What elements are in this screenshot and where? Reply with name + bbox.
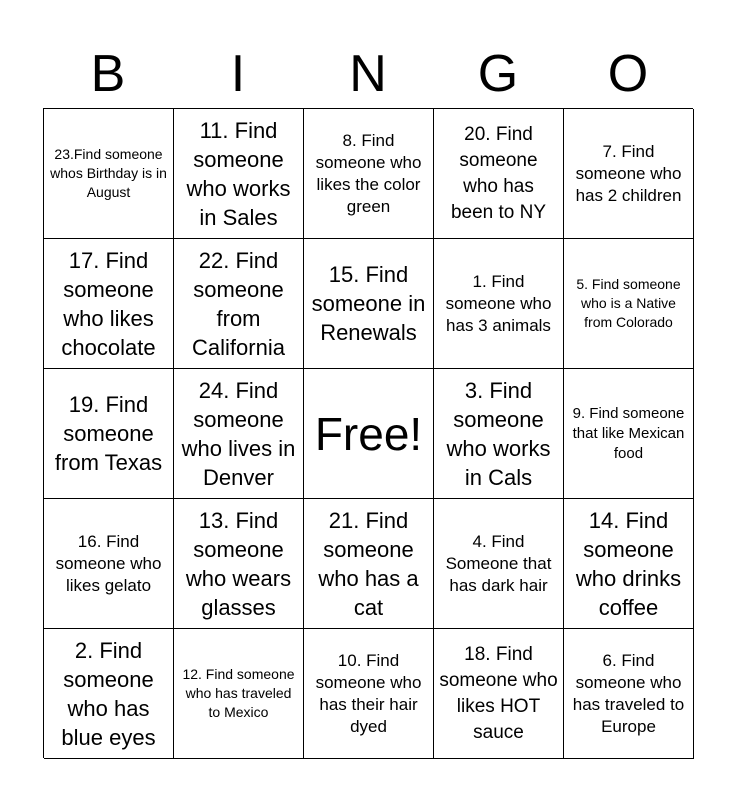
bingo-cell-r1-c5[interactable] [564,109,694,239]
bingo-cell-r1-c1[interactable] [44,109,174,239]
bingo-cell-text: 17. Find someone who likes chocolate [61,247,156,360]
bingo-cell-r4-c1[interactable] [44,499,174,629]
bingo-cell-r4-c3[interactable] [304,499,434,629]
bingo-cell-r5-c4[interactable] [434,629,564,759]
bingo-cell-r1-c4[interactable] [434,109,564,239]
bingo-cell-text: 8. Find someone who likes the color green [315,130,422,216]
bingo-cell-r5-c2[interactable] [174,629,304,759]
bingo-cell-text: 15. Find someone in Renewals [311,262,426,345]
bingo-cell-text: 1. Find someone who has 3 animals [445,271,552,335]
bingo-cell-text: 4. Find Someone that has dark hair [445,531,552,595]
bingo-cell-r3-c2[interactable] [174,369,304,499]
bingo-cell-r5-c5[interactable] [564,629,694,759]
bingo-cell-r2-c4[interactable] [434,239,564,369]
bingo-board [43,108,693,758]
bingo-cell-text: 14. Find someone who drinks coffee [575,507,682,620]
bingo-cell-text: 21. Find someone who has a cat [318,507,419,620]
bingo-cell-text: 9. Find someone that like Mexican food [572,404,685,462]
bingo-cell-text: 2. Find someone who has blue eyes [61,637,156,750]
bingo-cell-text: 5. Find someone who is a Native from Colorado [576,276,681,330]
bingo-cell-r4-c2[interactable] [174,499,304,629]
bingo-cell-text: 11. Find someone who works in Sales [186,117,291,230]
bingo-cell-text: 10. Find someone who has their hair dyed [315,650,422,736]
bingo-cell-r2-c1[interactable] [44,239,174,369]
bingo-cell-text: 3. Find someone who works in Cals [446,377,551,490]
bingo-cell-r2-c2[interactable] [174,239,304,369]
bingo-cell-text: 7. Find someone who has 2 children [575,141,682,205]
bingo-cell-r4-c5[interactable] [564,499,694,629]
bingo-cell-text: 22. Find someone from California [192,247,285,360]
bingo-cell-r3-c1[interactable] [44,369,174,499]
bingo-cell-r5-c1[interactable] [44,629,174,759]
bingo-cell-free[interactable] [304,369,434,499]
bingo-cell-r1-c3[interactable] [304,109,434,239]
bingo-cell-r3-c5[interactable] [564,369,694,499]
bingo-cell-text: 16. Find someone who likes gelato [55,531,162,595]
bingo-cell-text: 6. Find someone who has traveled to Europe [572,650,685,736]
bingo-cell-r3-c4[interactable] [434,369,564,499]
free-space-text: Free! [314,407,423,460]
bingo-cell-text: 20. Find someone who has been to NY [450,123,547,223]
header-letter-o: O [607,45,649,103]
bingo-cell-r5-c3[interactable] [304,629,434,759]
header-letter-g: G [477,45,519,103]
bingo-cell-text: 18. Find someone who likes HOT sauce [439,643,558,743]
bingo-cell-r2-c3[interactable] [304,239,434,369]
bingo-cell-r1-c2[interactable] [174,109,304,239]
bingo-cell-r2-c5[interactable] [564,239,694,369]
bingo-cell-text: 23.Find someone whos Birthday is in August [50,146,167,200]
bingo-cell-text: 19. Find someone from Texas [54,392,163,475]
header-letter-i: I [230,45,246,103]
bingo-cell-text: 13. Find someone who wears glasses [185,507,292,620]
bingo-header [43,40,693,108]
header-letter-n: N [349,45,387,103]
bingo-cell-text: 12. Find someone who has traveled to Mexico [182,666,295,720]
header-letter-b: B [90,45,126,103]
bingo-cell-r4-c4[interactable] [434,499,564,629]
bingo-cell-text: 24. Find someone who lives in Denver [181,377,296,490]
